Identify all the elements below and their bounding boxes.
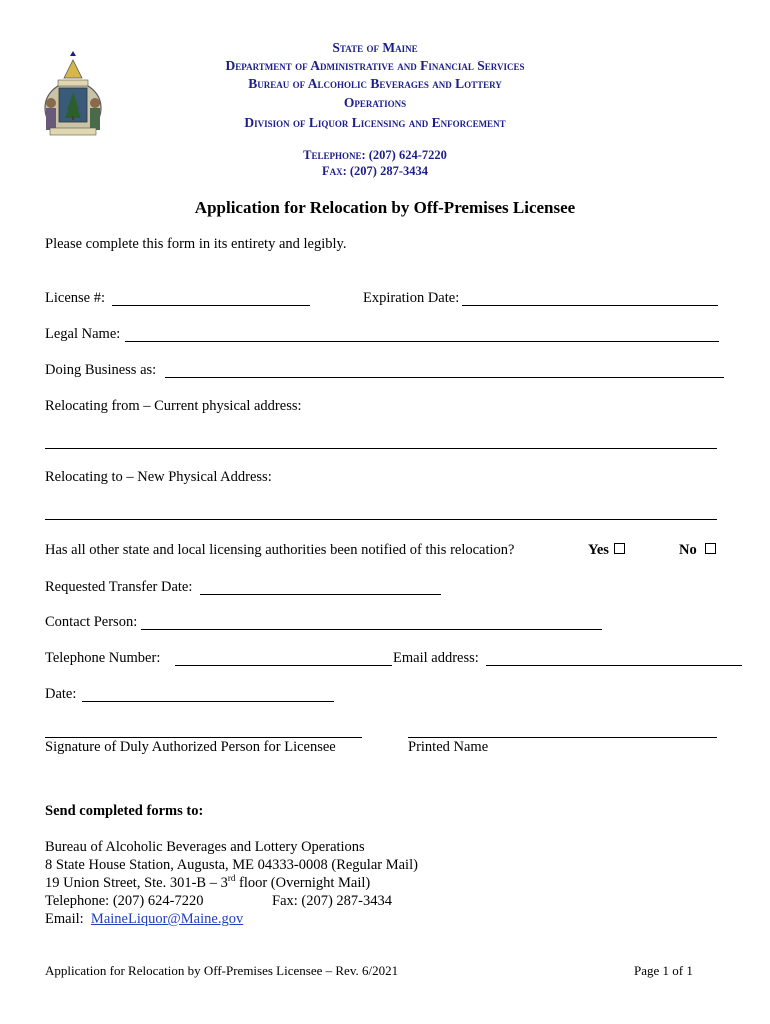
form-instructions: Please complete this form in its entirety and legibly. [45, 236, 347, 252]
send-to-heading: Send completed forms to: [45, 803, 204, 819]
send-to-fax: Fax: (207) 287-3434 [272, 893, 393, 909]
form-title: Application for Relocation by Off-Premises Licensee [194, 198, 576, 217]
send-to-email-label: Email: [45, 911, 84, 927]
contact-label: Contact Person: [45, 614, 138, 630]
header-department: Department of Administrative and Financial Services [225, 58, 525, 73]
signature-label: Signature of Duly Authorized Person for Licensee [45, 739, 336, 755]
header-telephone: Telephone: (207) 624-7220 [303, 148, 447, 162]
telephone-label: Telephone Number: [45, 650, 161, 666]
legal-name-label: Legal Name: [45, 326, 121, 342]
relocating-from-label: Relocating from – Current physical address: [45, 398, 302, 414]
header-division: Division of Liquor Licensing and Enforcement [244, 115, 506, 130]
license-field[interactable] [112, 305, 310, 306]
printed-name-field[interactable] [408, 737, 717, 738]
send-to-line2: 8 State House Station, Augusta, ME 04333-0008 (Regular Mail) [45, 857, 418, 873]
relocating-to-field[interactable] [45, 519, 717, 520]
yes-label: Yes [588, 542, 609, 558]
dba-label: Doing Business as: [45, 362, 157, 378]
no-label: No [679, 542, 697, 558]
date-label: Date: [45, 686, 77, 702]
transfer-date-label: Requested Transfer Date: [45, 579, 193, 595]
relocating-from-field[interactable] [45, 448, 717, 449]
send-to-phone: Telephone: (207) 624-7220 [45, 893, 204, 909]
send-to-line3: 19 Union Street, Ste. 301-B – 3rd floor (Overnight Mail) [45, 873, 371, 891]
yes-checkbox[interactable] [614, 543, 625, 554]
no-checkbox[interactable] [705, 543, 716, 554]
header-bureau-line1: Bureau of Alcoholic Beverages and Lottery [248, 76, 502, 91]
email-field[interactable] [486, 665, 742, 666]
no-option[interactable] [679, 542, 716, 559]
license-label: License #: [45, 290, 105, 306]
header-state: State of Maine [332, 40, 418, 55]
signature-field[interactable] [45, 737, 362, 738]
footer-left: Application for Relocation by Off-Premises Licensee – Rev. 6/2021 [45, 963, 399, 978]
legal-name-field[interactable] [125, 341, 719, 342]
date-field[interactable] [82, 701, 334, 702]
footer-page-number: Page 1 of 1 [634, 963, 693, 978]
relocating-to-label: Relocating to – New Physical Address: [45, 469, 272, 485]
header-fax: Fax: (207) 287-3434 [321, 164, 429, 178]
send-to-email-row [45, 911, 243, 928]
telephone-field[interactable] [175, 665, 392, 666]
printed-name-label: Printed Name [408, 739, 489, 755]
expiration-field[interactable] [462, 305, 718, 306]
contact-field[interactable] [141, 629, 602, 630]
yes-option[interactable] [588, 542, 625, 559]
expiration-label: Expiration Date: [363, 290, 460, 306]
transfer-date-field[interactable] [200, 594, 441, 595]
notified-question: Has all other state and local licensing authorities been notified of this relocation? [45, 542, 515, 558]
send-to-line1: Bureau of Alcoholic Beverages and Lottery Operations [45, 839, 365, 855]
email-label: Email address: [393, 650, 479, 666]
dba-field[interactable] [165, 377, 724, 378]
header-bureau-line2: Operations [343, 95, 407, 110]
email-link[interactable]: MaineLiquor@Maine.gov [90, 911, 244, 927]
maine-state-seal-icon [40, 48, 106, 140]
